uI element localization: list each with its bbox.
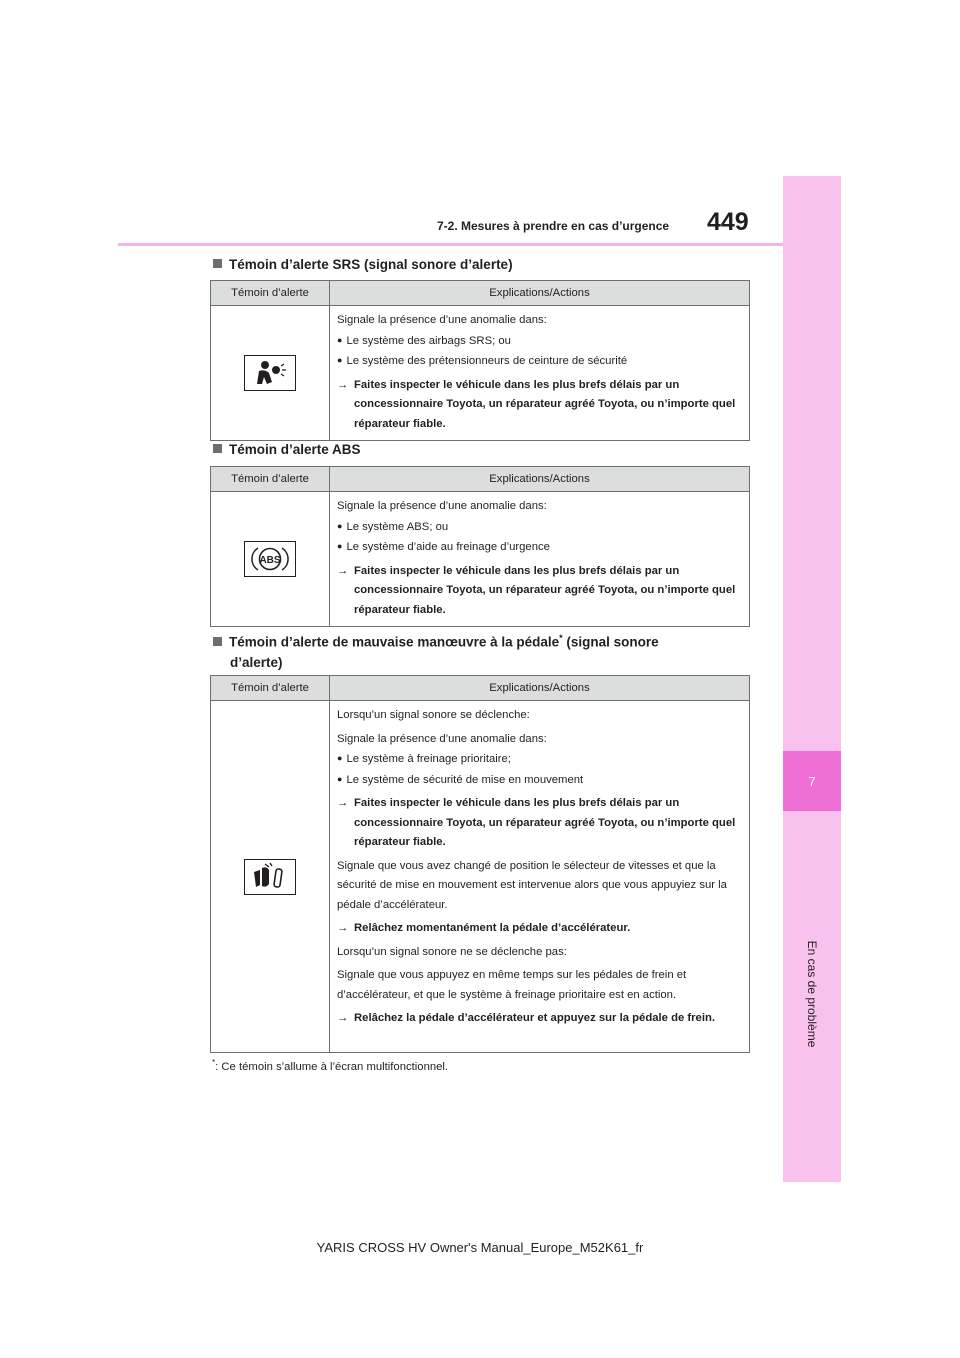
page-number: 449 <box>707 208 749 236</box>
list-item: ● Le système de sécurité de mise en mouvement <box>337 770 743 791</box>
list-item: ● Le système à freinage prioritaire; <box>337 749 743 770</box>
section-title-pedal: Témoin d’alerte de mauvaise manœuvre à la pédale* (signal sonore d’alerte) <box>213 628 659 673</box>
explanation-intro: Signale la présence d’une anomalie dans: <box>337 500 547 512</box>
list-item: ● Le système ABS; ou <box>337 517 743 538</box>
action-instruction: → Relâchez la pédale d’accélérateur et appuyez sur la pédale de frein. <box>337 1009 743 1029</box>
column-header-warning-light: Témoin d’alerte <box>211 467 330 492</box>
section-bullet-icon <box>213 259 222 268</box>
chapter-side-tab <box>783 176 841 1182</box>
arrow-icon: → <box>337 922 349 934</box>
list-item: ● Le système des prétensionneurs de ceinture de sécurité <box>337 351 743 372</box>
chapter-number: 7 <box>783 751 841 811</box>
svg-text:ABS: ABS <box>259 555 281 566</box>
chapter-title: 7-2. Mesures à prendre en cas d’urgence <box>437 219 670 233</box>
section-bullet-icon <box>213 637 222 646</box>
abs-warning-icon <box>244 541 296 577</box>
column-header-warning-light: Témoin d’alerte <box>211 281 330 306</box>
footnote: *: Ce témoin s’allume à l’écran multifonctionnel. <box>212 1058 449 1073</box>
header-rule <box>118 243 783 246</box>
section-title-abs: Témoin d’alerte ABS <box>213 440 361 460</box>
sounding-condition: Lorsqu’un signal sonore se déclenche: <box>337 709 530 721</box>
airbag-warning-icon <box>244 355 296 391</box>
column-header-explanations: Explications/Actions <box>330 467 750 492</box>
section-title-srs: Témoin d’alerte SRS (signal sonore d’alerte) <box>213 255 513 275</box>
action-instruction: → Faites inspecter le véhicule dans les plus brefs délais par un concessionnaire Toyota, un réparateur agréé Toyota, ou n’importe quel réparateur fiable. <box>337 562 743 621</box>
explanation-intro: Signale la présence d’une anomalie dans: <box>337 732 547 745</box>
abs-warning-table <box>210 466 750 627</box>
column-header-explanations: Explications/Actions <box>330 676 750 701</box>
srs-warning-table <box>210 280 750 441</box>
action-instruction: → Faites inspecter le véhicule dans les plus brefs délais par un concessionnaire Toyota, un réparateur agréé Toyota, ou n’importe quel réparateur fiable. <box>337 376 743 435</box>
not-sounding-condition: Lorsqu’un signal sonore ne se déclenche pas: <box>337 945 567 958</box>
chapter-label: En cas de problème <box>805 940 819 1048</box>
explanation-intro: Signale la présence d’une anomalie dans: <box>337 314 547 326</box>
arrow-icon: → <box>337 797 349 809</box>
list-item: ● Le système des airbags SRS; ou <box>337 331 743 352</box>
arrow-icon: → <box>337 564 349 577</box>
action-instruction: → Faites inspecter le véhicule dans les plus brefs délais par un concessionnaire Toyota, un réparateur agréé Toyota, ou n’importe quel réparateur fiable. <box>337 794 743 853</box>
manual-footer: YARIS CROSS HV Owner's Manual_Europe_M52K61_fr <box>316 1240 644 1255</box>
arrow-icon: → <box>337 1012 349 1024</box>
pedal-misoperation-warning-icon <box>244 859 296 895</box>
list-item: ● Le système d’aide au freinage d’urgence <box>337 537 743 558</box>
column-header-explanations: Explications/Actions <box>330 281 750 306</box>
section-bullet-icon <box>213 444 222 453</box>
explanation-paragraph: Signale que vous avez changé de position le sélecteur de vitesses et que la sécurité de mise en mouvement est intervenue alors que vous appuyiez sur la pédale d’accélérateur. <box>337 859 727 911</box>
action-instruction: → Relâchez momentanément la pédale d’accélérateur. <box>337 919 743 939</box>
column-header-warning-light: Témoin d’alerte <box>211 676 330 701</box>
explanation-paragraph: Signale que vous appuyez en même temps sur les pédales de frein et d’accélérateur, et que le système à freinage prioritaire est en action. <box>337 969 687 1001</box>
arrow-icon: → <box>337 378 349 391</box>
pedal-warning-table <box>210 675 750 1053</box>
